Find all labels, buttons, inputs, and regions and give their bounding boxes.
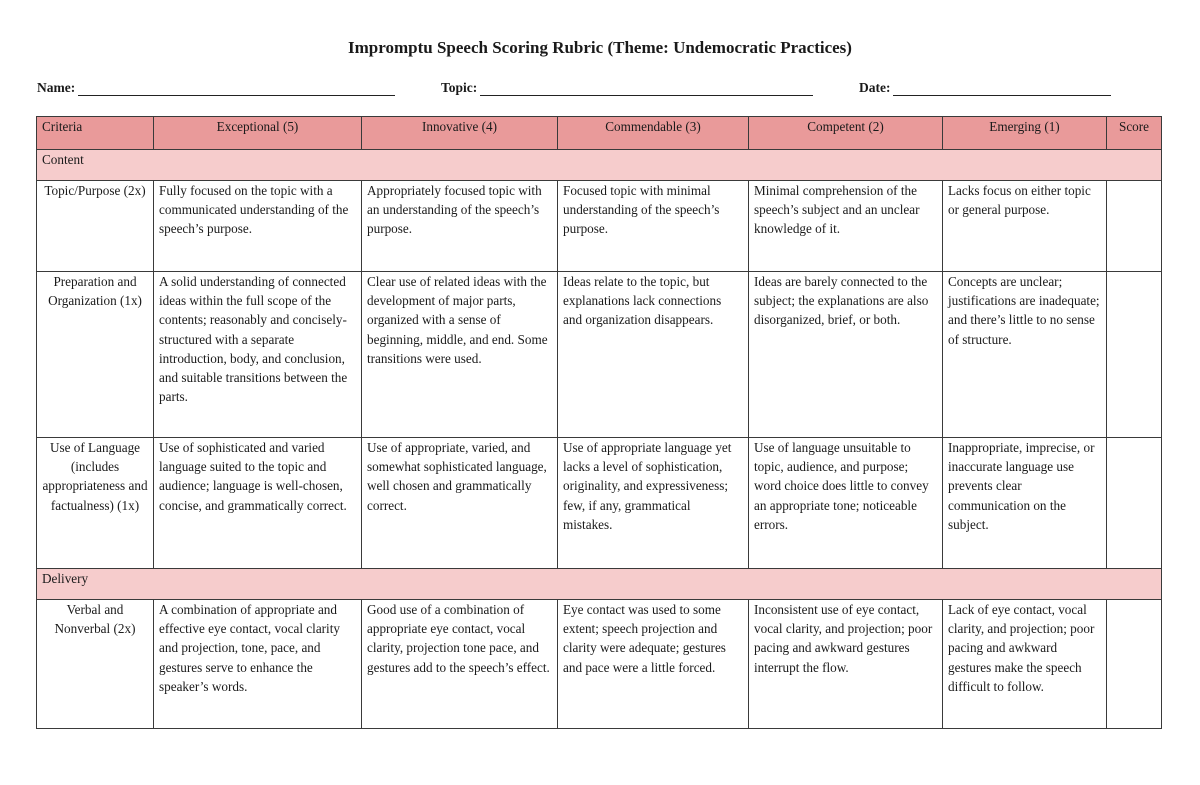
descriptor-cell: Focused topic with minimal understanding of the speech’s purpose. — [558, 181, 749, 272]
date-label: Date: — [859, 80, 891, 95]
header-commendable: Commendable (3) — [558, 117, 749, 150]
name-field[interactable] — [37, 80, 395, 96]
page-title: Impromptu Speech Scoring Rubric (Theme: Undemocratic Practices) — [348, 38, 852, 57]
score-cell[interactable] — [1107, 181, 1162, 272]
descriptor-cell: A combination of appropriate and effective eye contact, vocal clarity and projection, tone, pace, and gestures serve to enhance the speaker’s words. — [154, 600, 362, 729]
descriptor-cell: Ideas relate to the topic, but explanations lack connections and organization disappears. — [558, 272, 749, 438]
descriptor-cell: Clear use of related ideas with the development of major parts, organized with a sense of beginning, middle, and end. Some transitions were used. — [362, 272, 558, 438]
header-score: Score — [1107, 117, 1162, 150]
descriptor-cell: Use of sophisticated and varied language suited to the topic and audience; language is well-chosen, concise, and grammatically correct. — [154, 438, 362, 569]
name-label: Name: — [37, 80, 76, 95]
criterion-topic-purpose: Topic/Purpose (2x) — [37, 181, 154, 272]
section-delivery-label: Delivery — [37, 569, 1162, 600]
rubric-table — [36, 116, 1162, 729]
header-row — [37, 117, 1162, 150]
descriptor-cell: Lack of eye contact, vocal clarity, and projection; poor pacing and awkward gestures make the speech difficult to follow. — [943, 600, 1107, 729]
descriptor-cell: Minimal comprehension of the speech’s subject and an unclear knowledge of it. — [749, 181, 943, 272]
section-row — [37, 150, 1162, 181]
criterion-preparation-organization: Preparation and Organization (1x) — [37, 272, 154, 438]
header-innovative: Innovative (4) — [362, 117, 558, 150]
descriptor-cell: Fully focused on the topic with a communicated understanding of the speech’s purpose. — [154, 181, 362, 272]
descriptor-cell: Ideas are barely connected to the subject; the explanations are also disorganized, brief, or both. — [749, 272, 943, 438]
date-input-line[interactable] — [893, 81, 1111, 96]
criterion-use-of-language: Use of Language (includes appropriateness and factualness) (1x) — [37, 438, 154, 569]
header-criteria: Criteria — [37, 117, 154, 150]
descriptor-cell: Lacks focus on either topic or general purpose. — [943, 181, 1107, 272]
topic-label: Topic: — [441, 80, 478, 95]
score-cell[interactable] — [1107, 272, 1162, 438]
descriptor-cell: Eye contact was used to some extent; speech projection and clarity were adequate; gestures and pace were a little forced. — [558, 600, 749, 729]
section-row — [37, 569, 1162, 600]
header-exceptional: Exceptional (5) — [154, 117, 362, 150]
header-fields — [37, 80, 1160, 100]
criterion-verbal-nonverbal: Verbal and Nonverbal (2x) — [37, 600, 154, 729]
descriptor-cell: Concepts are unclear; justifications are inadequate; and there’s little to no sense of structure. — [943, 272, 1107, 438]
descriptor-cell: A solid understanding of connected ideas within the full scope of the contents; reasonably and concisely-structured with a separate introduction, body, and conclusion, and suitable transitions between the parts. — [154, 272, 362, 438]
topic-field[interactable] — [441, 80, 813, 96]
table-row — [37, 438, 1162, 569]
section-content-label: Content — [37, 150, 1162, 181]
descriptor-cell: Appropriately focused topic with an understanding of the speech’s purpose. — [362, 181, 558, 272]
date-field[interactable] — [859, 80, 1111, 96]
descriptor-cell: Good use of a combination of appropriate eye contact, vocal clarity, projection tone pace, and gestures add to the speech’s effect. — [362, 600, 558, 729]
descriptor-cell: Inappropriate, imprecise, or inaccurate language use prevents clear communication on the subject. — [943, 438, 1107, 569]
header-emerging: Emerging (1) — [943, 117, 1107, 150]
table-row — [37, 600, 1162, 729]
descriptor-cell: Use of language unsuitable to topic, audience, and purpose; word choice does little to convey an appropriate tone; noticeable errors. — [749, 438, 943, 569]
name-input-line[interactable] — [78, 81, 395, 96]
table-row — [37, 181, 1162, 272]
header-competent: Competent (2) — [749, 117, 943, 150]
descriptor-cell: Inconsistent use of eye contact, vocal clarity, and projection; poor pacing and awkward gestures interrupt the flow. — [749, 600, 943, 729]
score-cell[interactable] — [1107, 600, 1162, 729]
score-cell[interactable] — [1107, 438, 1162, 569]
descriptor-cell: Use of appropriate language yet lacks a level of sophistication, originality, and expressiveness; few, if any, grammatical mistakes. — [558, 438, 749, 569]
table-row — [37, 272, 1162, 438]
descriptor-cell: Use of appropriate, varied, and somewhat sophisticated language, well chosen and grammatically correct. — [362, 438, 558, 569]
topic-input-line[interactable] — [480, 81, 813, 96]
